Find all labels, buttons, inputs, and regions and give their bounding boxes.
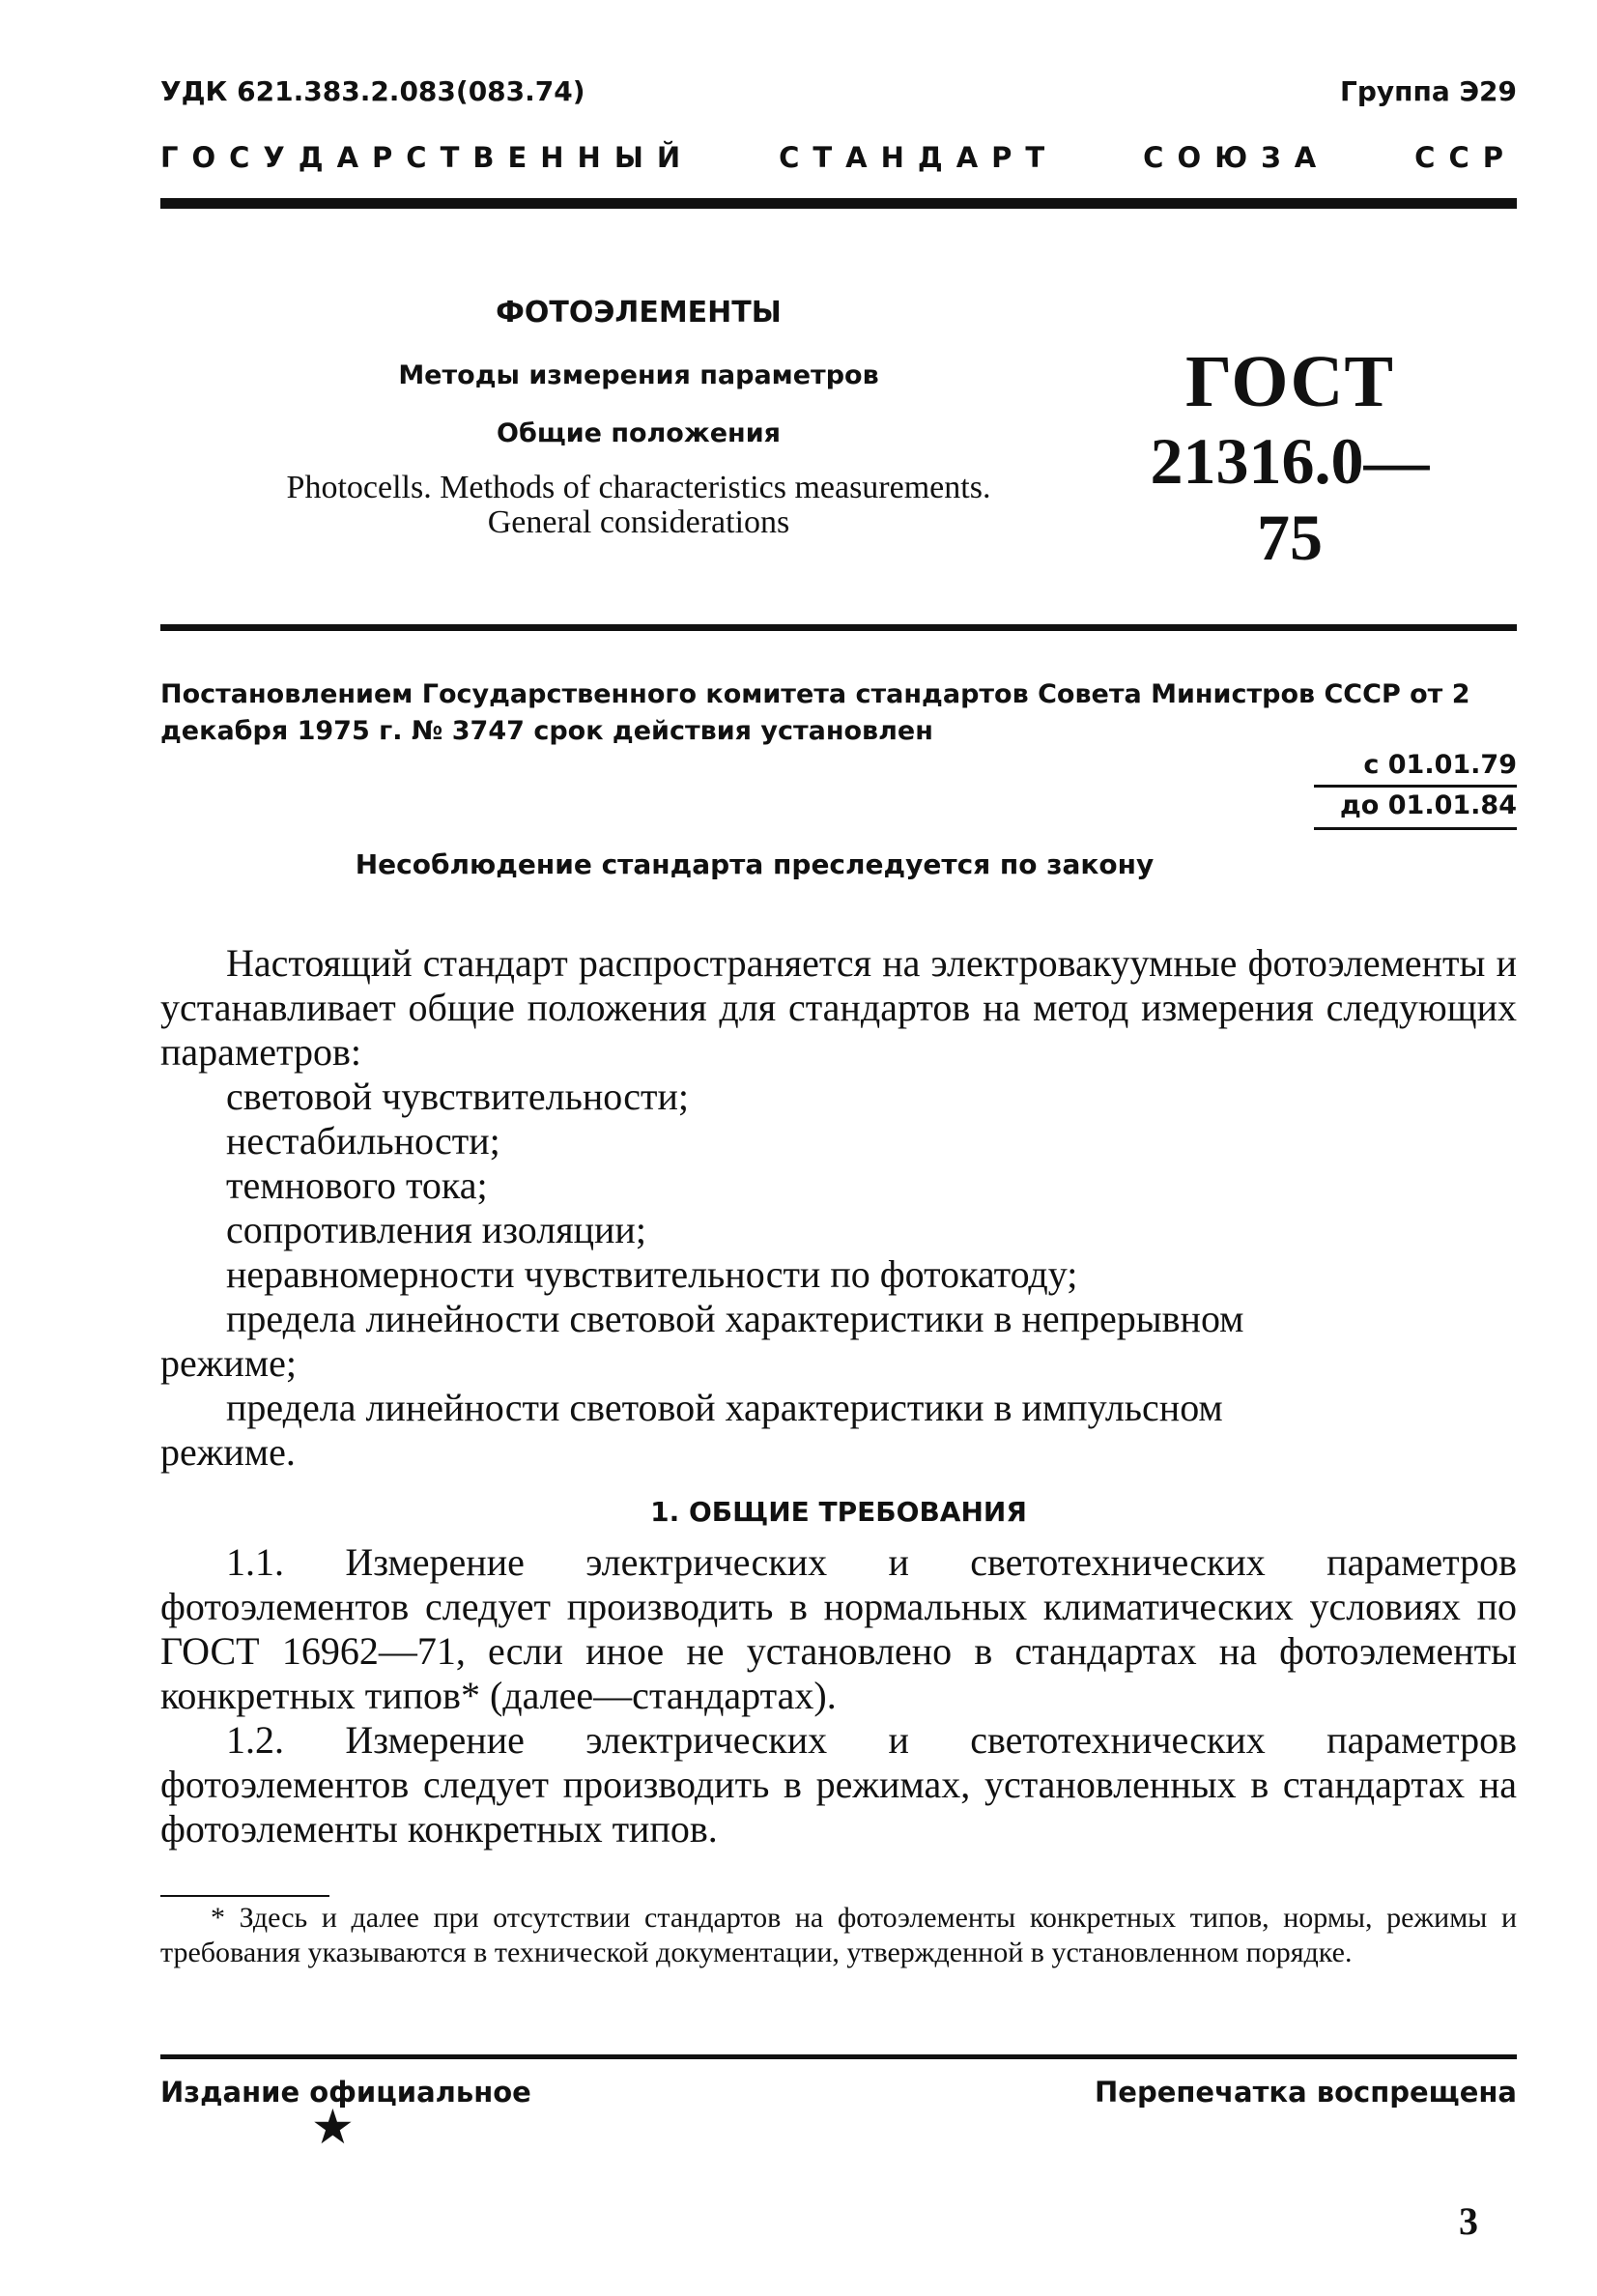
- title-divider: [160, 624, 1517, 631]
- banner-word: СОЮЗА: [1143, 141, 1330, 174]
- gost-number: 21316.0—75: [1150, 424, 1430, 574]
- list-item: световой чувствительности;: [226, 1075, 690, 1118]
- section-heading: 1. ОБЩИЕ ТРЕБОВАНИЯ: [650, 1496, 1027, 1528]
- list-item-continuation: режиме.: [160, 1430, 296, 1474]
- gost-label: ГОСТ: [1184, 341, 1395, 422]
- list-item: неравномерности чувствительности по фотокатоду;: [226, 1252, 1078, 1296]
- footer-divider: [160, 2054, 1517, 2059]
- page-number: 3: [1459, 2199, 1478, 2243]
- reprint-notice: Перепечатка воспрещена: [1095, 2076, 1517, 2109]
- legal-warning: Несоблюдение стандарта преследуется по закону: [355, 848, 1155, 880]
- document-subtitle-2: Общие положения: [497, 418, 781, 448]
- banner-word: СТАНДАРТ: [779, 141, 1059, 174]
- banner-word: ГОСУДАРСТВЕННЫЙ: [160, 141, 695, 174]
- star-icon: ★: [311, 2099, 355, 2155]
- list-item: темнового тока;: [226, 1163, 488, 1207]
- banner-word: ССР: [1414, 141, 1517, 174]
- valid-from: с 01.01.79: [1363, 750, 1517, 780]
- header-divider: [160, 198, 1517, 209]
- udk-code: УДК 621.383.2.083(083.74): [160, 75, 585, 107]
- list-item: предела линейности световой характеристики в импульсном: [226, 1386, 1223, 1429]
- document-subtitle: Методы измерения параметров: [398, 360, 879, 390]
- english-title-line: General considerations: [487, 504, 790, 540]
- list-item: сопротивления изоляции;: [226, 1208, 646, 1251]
- clause-1-1: 1.1. Измерение электрических и светотехнических параметров фотоэлементов следует производить в нормальных климатических условиях по ГОСТ 16962—71, если иное не установлено в стандартах на фотоэлементы конкретных типов* (далее—стандартах).: [160, 1540, 1517, 1717]
- state-standard-banner: [160, 141, 1517, 174]
- list-item: нестабильности;: [226, 1119, 500, 1162]
- decree-text: Постановлением Государственного комитета стандартов Совета Министров СССР от 2 декабря 1975 г. № 3747 срок действия установлен: [160, 679, 1470, 746]
- list-item-continuation: режиме;: [160, 1341, 297, 1385]
- valid-to-underline: [1314, 827, 1517, 830]
- clause-1-2: 1.2. Измерение электрических и светотехнических параметров фотоэлементов следует производить в режимах, установленных в стандартах на фотоэлементы конкретных типов.: [160, 1718, 1517, 1851]
- group-code: Группа Э29: [1340, 75, 1517, 107]
- valid-to: до 01.01.84: [1340, 790, 1517, 820]
- intro-paragraph: Настоящий стандарт распространяется на электровакуумные фотоэлементы и устанавливает общие положения для стандартов на метод измерения следующих параметров:: [160, 941, 1517, 1074]
- english-title: [160, 471, 1117, 540]
- footnote-divider: [160, 1895, 329, 1897]
- edition-label: Издание официальное: [160, 2076, 531, 2109]
- list-item: предела линейности световой характеристики в непрерывном: [226, 1297, 1244, 1340]
- document-title: ФОТОЭЛЕМЕНТЫ: [496, 296, 782, 330]
- footnote: * Здесь и далее при отсутствии стандартов на фотоэлементы конкретных типов, нормы, режимы и требования указываются в технической документации, утвержденной в установленном порядке.: [160, 1902, 1517, 1968]
- valid-from-underline: [1314, 785, 1517, 788]
- english-title-line: Photocells. Methods of characteristics measurements.: [286, 470, 991, 505]
